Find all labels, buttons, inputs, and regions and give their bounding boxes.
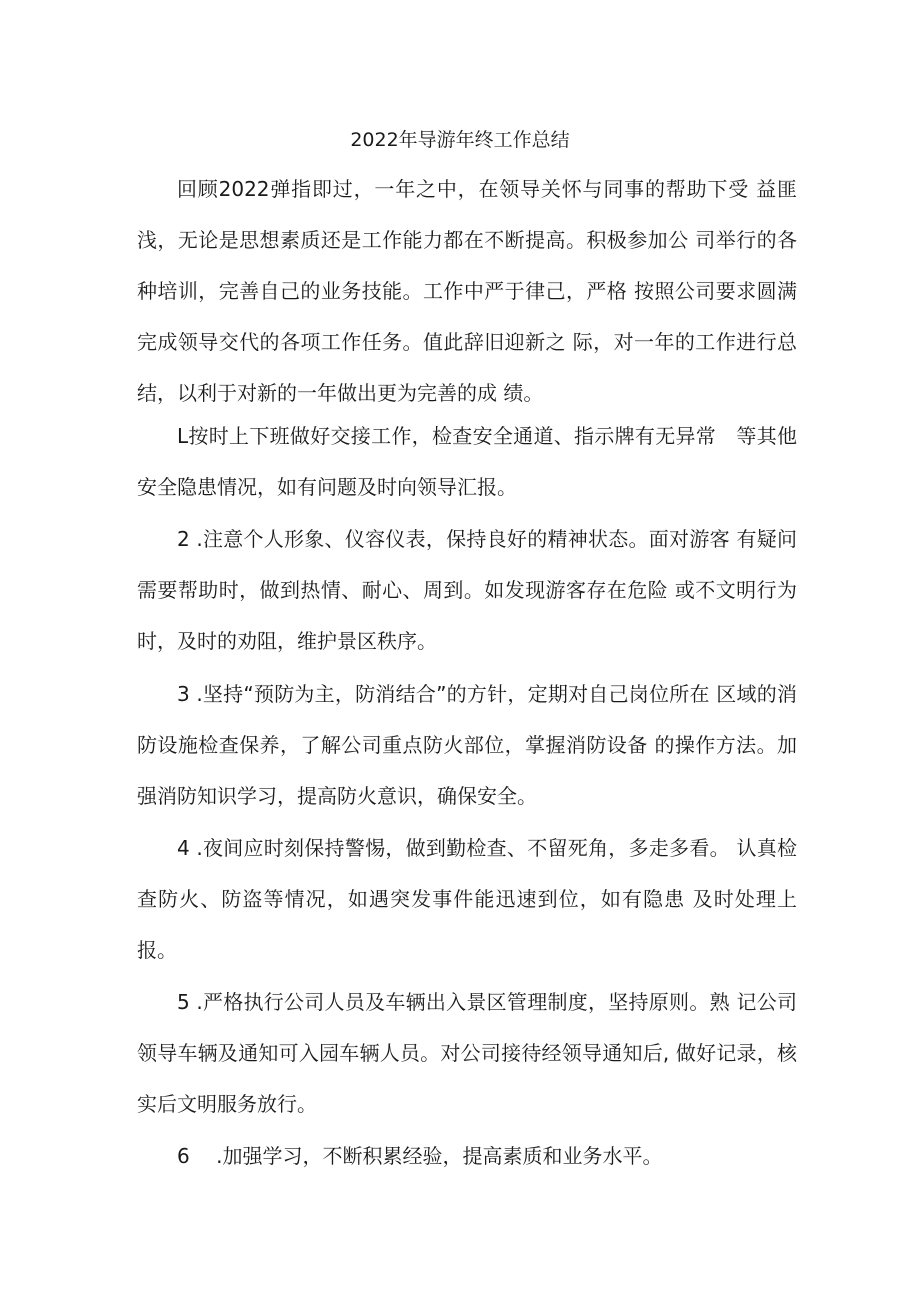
paragraph-item-6: 6 .加强学习，不断积累经验，提高素质和业务水平。	[177, 1144, 663, 1168]
paragraph-item-3: 3 .坚持“预防为主，防消结合”的方针，定期对自己岗位所在 区域的消防设施检查保养，了解公司重点防火部位，掌握消防设备 的操作方法。加强消防知识学习，提高防火意识，确保安全。	[137, 682, 797, 808]
paragraph-item-5: 5 .严格执行公司人员及车辆出入景区管理制度，坚持原则。熟 记公司领导车辆及通知可入园车辆人员。对公司接待经领导通知后, 做好记录，核实后文明服务放行。	[137, 990, 797, 1116]
paragraph-intro: 回顾2022弹指即过，一年之中，在领导关怀与同事的帮助下受 益匪浅，无论是思想素质还是工作能力都在不断提高。积极参加公 司举行的各种培训，完善自己的业务技能。工作中严于律己，严格 按照公司要求圆满完成领导交代的各项工作任务。值此辞旧迎新之 际，对一年的工作进行总结，以利于对新的一年做出更为完善的成 绩。	[137, 177, 797, 405]
paragraph-item-1: L按时上下班做好交接工作，检查安全通道、指示牌有无异常 等其他安全隐患情况，如有问题及时向领导汇报。	[137, 424, 797, 499]
paragraph-item-4: 4 .夜间应时刻保持警惕，做到勤检查、不留死角，多走多看。 认真检查防火、防盗等情况，如遇突发事件能迅速到位，如有隐患 及时处理上报。	[137, 836, 797, 962]
document-title: 2022年导游年终工作总结	[350, 129, 570, 151]
paragraph-item-2: 2 .注意个人形象、仪容仪表，保持良好的精神状态。面对游客 有疑问需要帮助时，做到热情、耐心、周到。如发现游客存在危险 或不文明行为时，及时的劝阻，维护景区秩序。	[137, 527, 797, 653]
